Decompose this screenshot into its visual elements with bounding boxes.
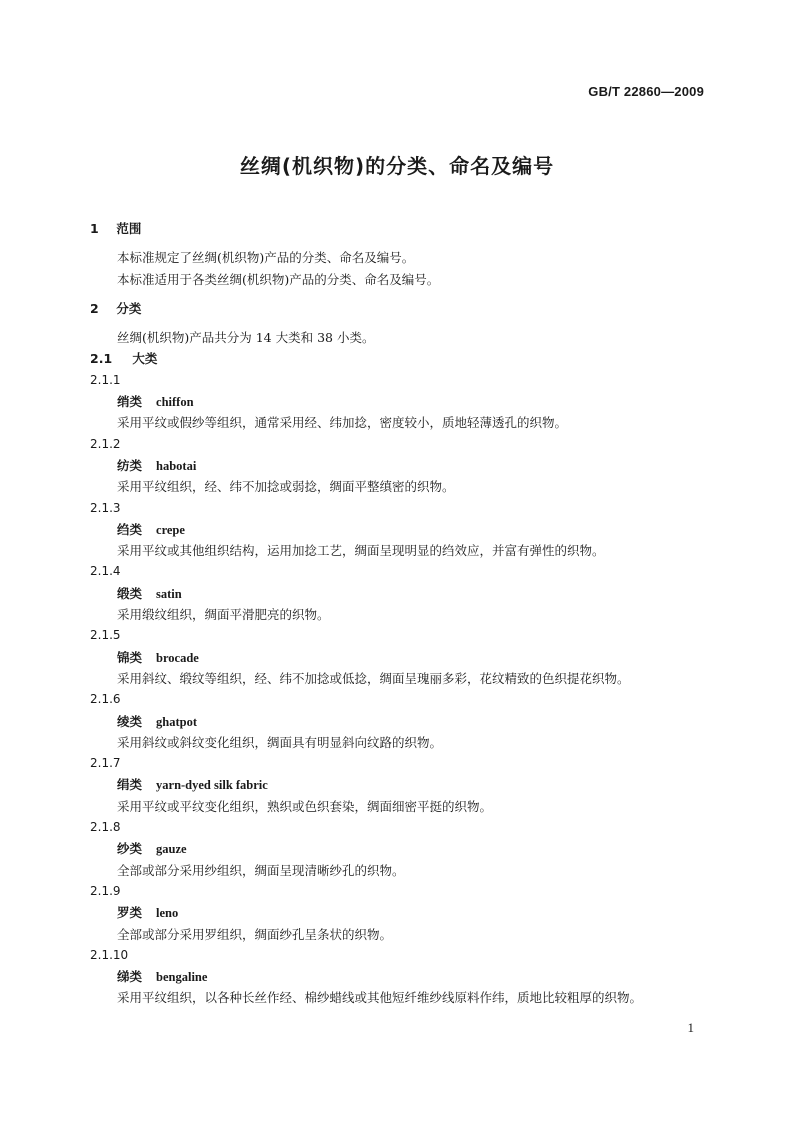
term-name <box>90 455 704 476</box>
clause-number: 2.1.6 <box>90 692 121 707</box>
term-definition: 采用平纹或其他组织结构，运用加捻工艺，绸面呈现明显的绉效应，并富有弹性的织物。 <box>117 543 605 559</box>
term-name <box>90 902 704 923</box>
term-definition: 采用斜纹或斜纹变化组织，绸面具有明显斜向纹路的织物。 <box>117 734 443 750</box>
term-name-cn: 罗类 <box>117 905 143 921</box>
clause-number: 2.1.3 <box>90 500 121 515</box>
term-entry <box>90 498 704 562</box>
document-title: 丝绸(机织物)的分类、命名及编号 <box>239 154 555 178</box>
term-name-en: brocade <box>156 650 199 665</box>
subsection-title: 大类 <box>132 351 158 367</box>
section-title: 范围 <box>116 221 142 236</box>
term-entry <box>90 625 704 689</box>
term-definition: 采用缎纹组织，绸面平滑肥亮的织物。 <box>117 607 330 623</box>
term-name-en: habotai <box>156 458 197 473</box>
clause-number: 2.1.7 <box>90 756 121 771</box>
term-entry <box>90 881 704 945</box>
term-name <box>90 519 704 540</box>
term-name <box>90 647 704 668</box>
section-title: 分类 <box>116 300 142 316</box>
term-name-cn: 纱类 <box>117 841 143 857</box>
subsection-heading <box>90 348 704 369</box>
term-definition: 采用平纹或假纱等组织，通常采用经、纬加捻，密度较小，质地轻薄透孔的织物。 <box>117 415 568 431</box>
clause-number: 2.1.9 <box>90 883 121 898</box>
section-heading-classification <box>90 298 704 319</box>
clause-number: 2.1.5 <box>90 628 121 643</box>
term-entry <box>90 817 704 881</box>
term-name-cn: 绡类 <box>117 394 143 410</box>
page-number: 1 <box>687 1020 694 1035</box>
term-name <box>90 774 704 795</box>
term-name-cn: 绫类 <box>117 713 143 729</box>
term-name-en: gauze <box>156 842 187 857</box>
term-name-cn: 缎类 <box>117 585 143 601</box>
term-entry <box>90 753 704 817</box>
section-number: 1 <box>90 221 99 236</box>
term-entry <box>90 945 704 1009</box>
term-entry <box>90 434 704 498</box>
term-entry <box>90 561 704 625</box>
term-name-cn: 绢类 <box>117 777 143 793</box>
term-name-en: crepe <box>156 522 185 537</box>
section-heading-scope <box>90 218 704 239</box>
term-entry <box>90 370 704 434</box>
term-definition: 采用平纹或平纹变化组织，熟织或色织套染，绸面细密平挺的织物。 <box>117 798 493 814</box>
term-name-en: satin <box>156 586 182 601</box>
clause-number: 2.1.10 <box>90 947 129 962</box>
term-definition: 全部或部分采用纱组织，绸面呈现清晰纱孔的织物。 <box>117 862 405 878</box>
subsection-number: 2.1 <box>90 351 113 367</box>
term-name <box>90 838 704 859</box>
term-name-cn: 绉类 <box>117 521 143 537</box>
term-name-en: bengaline <box>156 970 208 985</box>
clause-number: 2.1.8 <box>90 820 121 835</box>
term-entry <box>90 689 704 753</box>
clause-number: 2.1.4 <box>90 564 121 579</box>
term-name-cn: 绨类 <box>117 969 143 985</box>
paragraph: 本标准规定了丝绸(机织物)产品的分类、命名及编号。 <box>117 250 415 266</box>
term-name-en: chiffon <box>156 395 194 410</box>
term-name-cn: 纺类 <box>117 457 143 473</box>
clause-number: 2.1.1 <box>90 372 121 387</box>
term-name-cn: 锦类 <box>117 649 143 665</box>
paragraph: 丝绸(机织物)产品共分为 14 大类和 38 小类。 <box>117 330 375 346</box>
standard-code: GB/T 22860—2009 <box>588 84 704 99</box>
term-name-en: ghatpot <box>156 714 197 729</box>
term-name <box>90 966 704 987</box>
section-number: 2 <box>90 300 99 316</box>
paragraph: 本标准适用于各类丝绸(机织物)产品的分类、命名及编号。 <box>117 271 440 287</box>
term-name <box>90 711 704 732</box>
term-definition: 全部或部分采用罗组织，绸面纱孔呈条状的织物。 <box>117 926 393 942</box>
term-name-en: yarn-dyed silk fabric <box>156 778 268 793</box>
term-name <box>90 583 704 604</box>
term-definition: 采用斜纹、缎纹等组织，经、纬不加捻或低捻，绸面呈瑰丽多彩，花纹精致的色织提花织物。 <box>117 670 630 686</box>
term-definition: 采用平纹组织，以各种长丝作经、棉纱蜡线或其他短纤维纱线原料作纬，质地比较粗厚的织物。 <box>117 990 643 1006</box>
clause-number: 2.1.2 <box>90 436 121 451</box>
term-definition: 采用平纹组织，经、纬不加捻或弱捻，绸面平整缜密的织物。 <box>117 479 455 495</box>
term-name-en: leno <box>156 906 179 921</box>
document-body <box>90 218 704 1009</box>
term-name <box>90 391 704 412</box>
